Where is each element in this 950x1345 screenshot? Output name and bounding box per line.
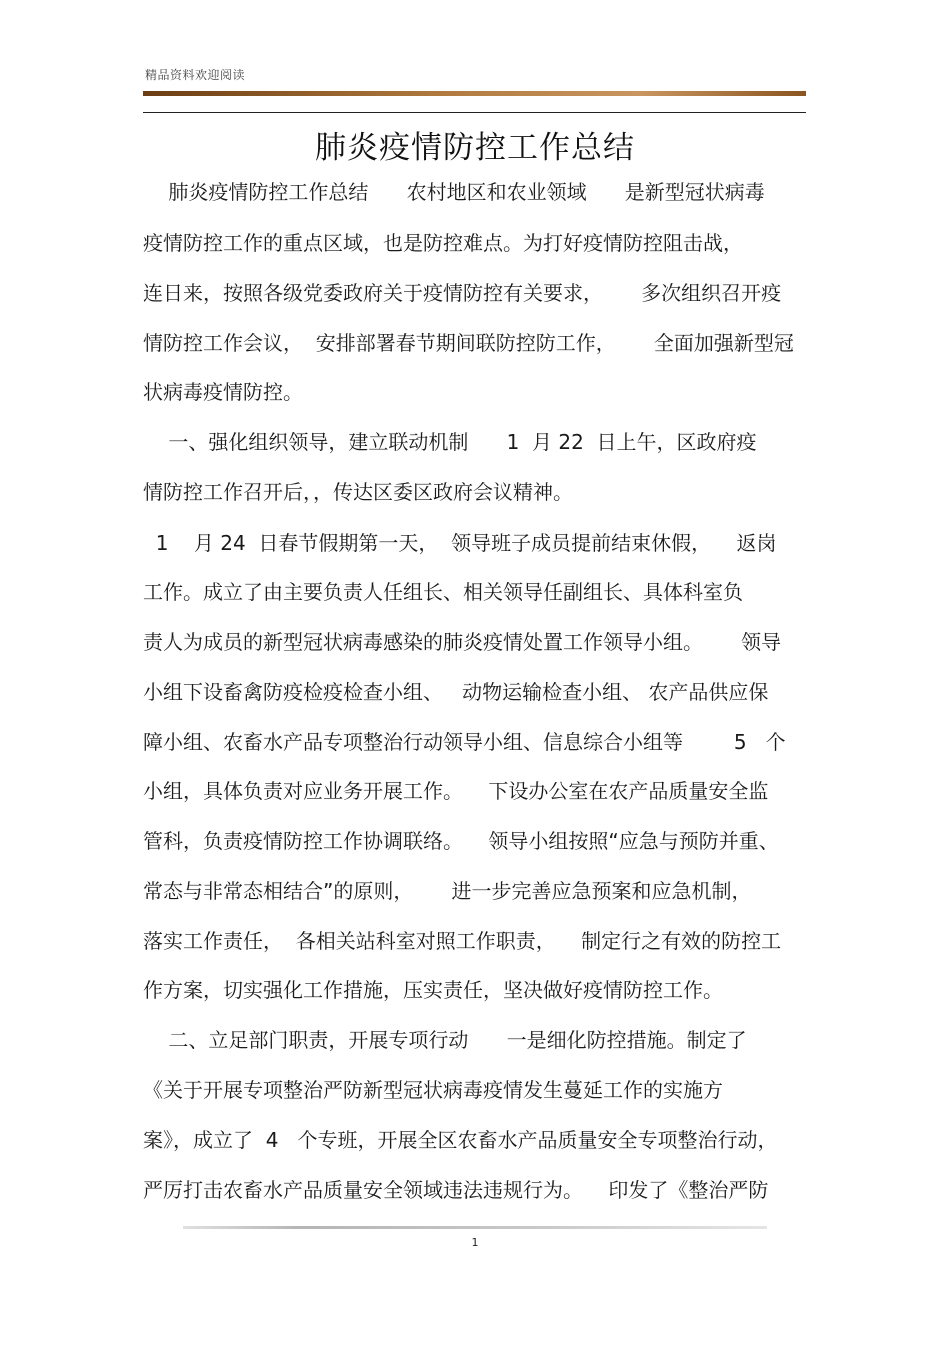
body-line: 1 月 24 日春节假期第一天， 领导班子成员提前结束休假， 返岗 [143, 531, 777, 555]
body-line: 连日来，按照各级党委政府关于疫情防控有关要求， 多次组织召开疫 [143, 281, 782, 305]
body-line: 《关于开展专项整治严防新型冠状病毒疫情发生蔓延工作的实施方 [143, 1078, 723, 1102]
body-line: 常态与非常态相结合”的原则， 进一步完善应急预案和应急机制， [143, 879, 752, 903]
body-line: 一、强化组织领导，建立联动机制 1 月 22 日上午，区政府疫 [143, 430, 757, 454]
header-text: 精品资料欢迎阅读 [145, 68, 246, 82]
body-line: 二、立足部门职责，开展专项行动 一是细化防控措施。制定了 [143, 1028, 747, 1052]
body-line: 作方案，切实强化工作措施，压实责任，坚决做好疫情防控工作。 [143, 978, 723, 1002]
body-line: 肺炎疫情防控工作总结 农村地区和农业领域 是新型冠状病毒 [143, 180, 765, 204]
body-line: 责人为成员的新型冠状病毒感染的肺炎疫情处置工作领导小组。 领导 [143, 630, 782, 654]
body-line: 情防控工作会议， 安排部署春节期间联防控防工作， 全面加强新型冠 [143, 331, 794, 355]
body-line: 障小组、农畜水产品专项整治行动领导小组、信息综合小组等 5 个 [143, 730, 786, 754]
header-rule-decorative [143, 91, 806, 96]
document-title: 肺炎疫情防控工作总结 [315, 130, 635, 166]
body-line: 工作。成立了由主要负责人任组长、相关领导任副组长、具体科室负 [143, 580, 743, 604]
page-number: 1 [471, 1236, 479, 1249]
body-line: 疫情防控工作的重点区域，也是防控难点。为打好疫情防控阻击战， [143, 231, 743, 255]
body-line: 严厉打击农畜水产品质量安全领域违法违规行为。 印发了《整治严防 [143, 1178, 769, 1202]
body-line: 小组下设畜禽防疫检疫检查小组、 动物运输检查小组、 农产品供应保 [143, 680, 769, 704]
body-line: 案》，成立了 4 个专班，开展全区农畜水产品质量安全专项整治行动， [143, 1128, 778, 1152]
footer-rule [183, 1226, 767, 1229]
body-line: 小组，具体负责对应业务开展工作。 下设办公室在农产品质量安全监 [143, 779, 769, 803]
header-rule [143, 112, 806, 113]
body-line: 落实工作责任， 各相关站科室对照工作职责， 制定行之有效的防控工 [143, 929, 782, 953]
body-line: 状病毒疫情防控。 [143, 380, 303, 404]
body-line: 情防控工作召开后，，传达区委区政府会议精神。 [143, 480, 573, 504]
body-line: 管科，负责疫情防控工作协调联络。 领导小组按照“应急与预防并重、 [143, 829, 779, 853]
